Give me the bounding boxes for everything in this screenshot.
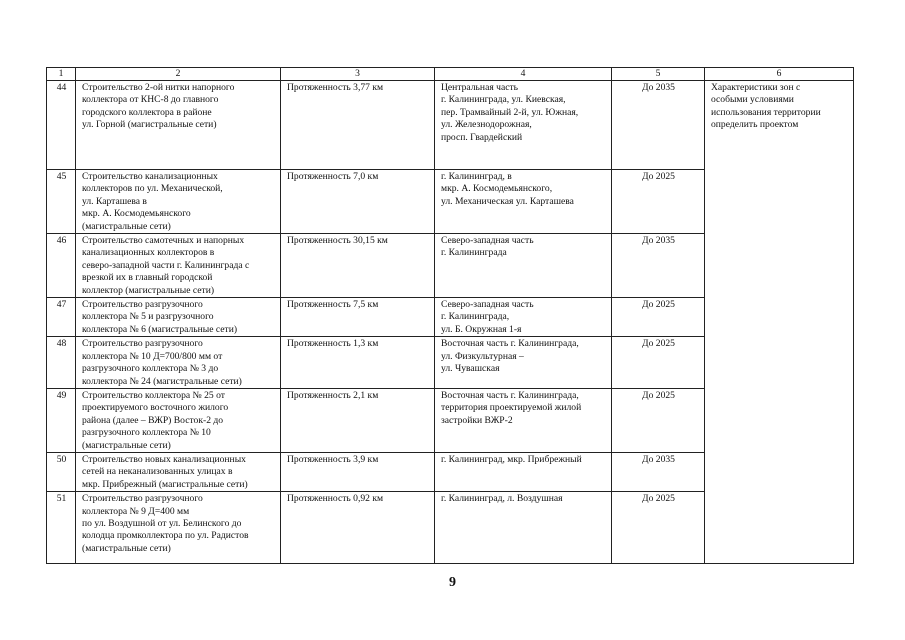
project-name-cell (76, 492, 281, 564)
name-line: разгрузочного коллектора № 10 (82, 427, 211, 439)
location-line: Восточная часть г. Калининграда, (441, 389, 579, 401)
header-cell: 3 (281, 68, 435, 81)
deadline-cell: До 2035 (612, 452, 705, 491)
row-number-cell: 48 (47, 337, 76, 389)
name-line: городского коллектора в районе (82, 106, 212, 118)
name-line: Строительство самотечных и напорных (82, 235, 245, 247)
deadline-cell: До 2035 (612, 234, 705, 298)
name-line: по ул. Воздушной от ул. Белинского до (82, 517, 242, 529)
location-line: г. Калининград, в (441, 171, 512, 182)
length-cell: Протяженность 7,0 км (281, 170, 435, 234)
deadline-cell: До 2025 (612, 388, 705, 452)
row-number-cell: 50 (47, 452, 76, 491)
note-line: Характеристики зон с (711, 82, 801, 93)
name-line: проектируемого восточного жилого (82, 402, 229, 414)
name-line: ул. Горной (магистральные сети) (82, 119, 217, 131)
name-line: сетей на неканализованных улицах в (82, 466, 233, 478)
project-name-cell (76, 298, 281, 337)
name-line: коллектора № 10 Д=700/800 мм от (82, 350, 223, 362)
row-number-cell: 47 (47, 298, 76, 337)
location-line: территория проектируемой жилой (441, 402, 582, 414)
location-cell (435, 298, 612, 337)
location-line: просп. Гвардейский (441, 131, 523, 143)
deadline-cell: До 2025 (612, 170, 705, 234)
name-line: коллектора № 5 и разгрузочного (82, 311, 214, 323)
name-line: коллектора № 6 (магистральные сети) (82, 323, 238, 335)
table-row (47, 81, 854, 170)
project-name-cell (76, 81, 281, 170)
length-cell: Протяженность 7,5 км (281, 298, 435, 337)
header-cell: 2 (76, 68, 281, 81)
location-line: Центральная часть (441, 82, 519, 93)
note-line: особыми условиями (711, 94, 794, 106)
location-line: ул. Чувашская (441, 363, 500, 375)
deadline-cell: До 2025 (612, 492, 705, 564)
note-line: определить проектом (711, 119, 799, 131)
location-line: мкр. А. Космодемьянского, (441, 183, 553, 195)
name-line: Строительство канализационных (82, 171, 218, 182)
length-cell: Протяженность 2,1 км (281, 388, 435, 452)
location-line: ул. Б. Окружная 1-я (441, 323, 522, 335)
length-cell: Протяженность 0,92 км (281, 492, 435, 564)
project-name-cell (76, 388, 281, 452)
name-line: коллектора от КНС-8 до главного (82, 94, 219, 106)
location-line: Северо-западная часть (441, 299, 534, 311)
location-cell (435, 170, 612, 234)
page-number: 9 (449, 575, 456, 590)
name-line: Строительство разгрузочного (82, 299, 203, 311)
note-line: использования территории (711, 106, 821, 118)
row-number-cell: 45 (47, 170, 76, 234)
name-line: ул. Карташева в (82, 195, 147, 207)
name-line: Строительство разгрузочного (82, 338, 203, 350)
name-line: колодца промколлектора по ул. Радистов (82, 530, 249, 542)
name-line: (магистральные сети) (82, 542, 171, 554)
row-number-cell: 51 (47, 492, 76, 564)
header-cell: 4 (435, 68, 612, 81)
location-line: г. Калининграда, ул. Киевская, (441, 94, 566, 106)
location-line: Восточная часть г. Калининграда, (441, 338, 579, 350)
name-line: Строительство новых канализационных (82, 453, 246, 465)
location-line: Северо-западная часть (441, 235, 534, 247)
name-line: коллектора № 24 (магистральные сети) (82, 375, 242, 387)
row-number-cell: 44 (47, 81, 76, 170)
location-cell (435, 452, 612, 491)
zone-notes-cell (705, 81, 854, 564)
name-line: коллектор (магистральные сети) (82, 284, 215, 296)
name-line: северо-западной части г. Калининграда с (82, 259, 250, 271)
header-cell: 1 (47, 68, 76, 81)
length-cell: Протяженность 1,3 км (281, 337, 435, 389)
project-name-cell (76, 170, 281, 234)
location-line: ул. Железнодорожная, (441, 119, 532, 131)
name-line: Строительство разгрузочного (82, 493, 203, 505)
name-line: разгрузочного коллектора № 3 до (82, 363, 219, 375)
deadline-cell: До 2035 (612, 81, 705, 170)
location-line: г. Калининграда, (441, 311, 510, 323)
length-cell: Протяженность 3,9 км (281, 452, 435, 491)
length-cell: Протяженность 30,15 км (281, 234, 435, 298)
location-cell (435, 492, 612, 564)
location-line: пер. Трамвайный 2-й, ул. Южная, (441, 106, 579, 118)
location-cell (435, 388, 612, 452)
location-cell (435, 337, 612, 389)
project-name-cell (76, 234, 281, 298)
location-line: ул. Механическая ул. Карташева (441, 195, 574, 207)
location-line: застройки ВЖР-2 (441, 414, 513, 426)
location-line: г. Калининграда (441, 247, 507, 259)
location-line: г. Калининград, мкр. Прибрежный (441, 453, 582, 465)
name-line: врезкой их в главный городской (82, 272, 213, 284)
project-name-cell (76, 452, 281, 491)
name-line: (магистральные сети) (82, 220, 171, 232)
header-cell: 6 (705, 68, 854, 81)
name-line: мкр. А. Космодемьянского (82, 208, 191, 220)
name-line: Строительство 2-ой нитки напорного (82, 82, 235, 93)
name-line: коллекторов по ул. Механической, (82, 183, 223, 195)
header-cell: 5 (612, 68, 705, 81)
name-line: (магистральные сети) (82, 439, 171, 451)
deadline-cell: До 2025 (612, 298, 705, 337)
length-cell: Протяженность 3,77 км (281, 81, 435, 170)
row-number-cell: 46 (47, 234, 76, 298)
name-line: канализационных коллекторов в (82, 247, 215, 259)
name-line: мкр. Прибрежный (магистральные сети) (82, 478, 248, 490)
location-line: г. Калининград, л. Воздушная (441, 493, 563, 505)
project-name-cell (76, 337, 281, 389)
name-line: района (далее – ВЖР) Восток-2 до (82, 414, 224, 426)
name-line: коллектора № 9 Д=400 мм (82, 505, 190, 517)
location-cell (435, 81, 612, 170)
name-line: Строительство коллектора № 25 от (82, 389, 225, 401)
projects-table (46, 67, 854, 564)
row-number-cell: 49 (47, 388, 76, 452)
header-row (47, 68, 854, 81)
location-cell (435, 234, 612, 298)
location-line: ул. Физкультурная – (441, 350, 524, 362)
deadline-cell: До 2025 (612, 337, 705, 389)
